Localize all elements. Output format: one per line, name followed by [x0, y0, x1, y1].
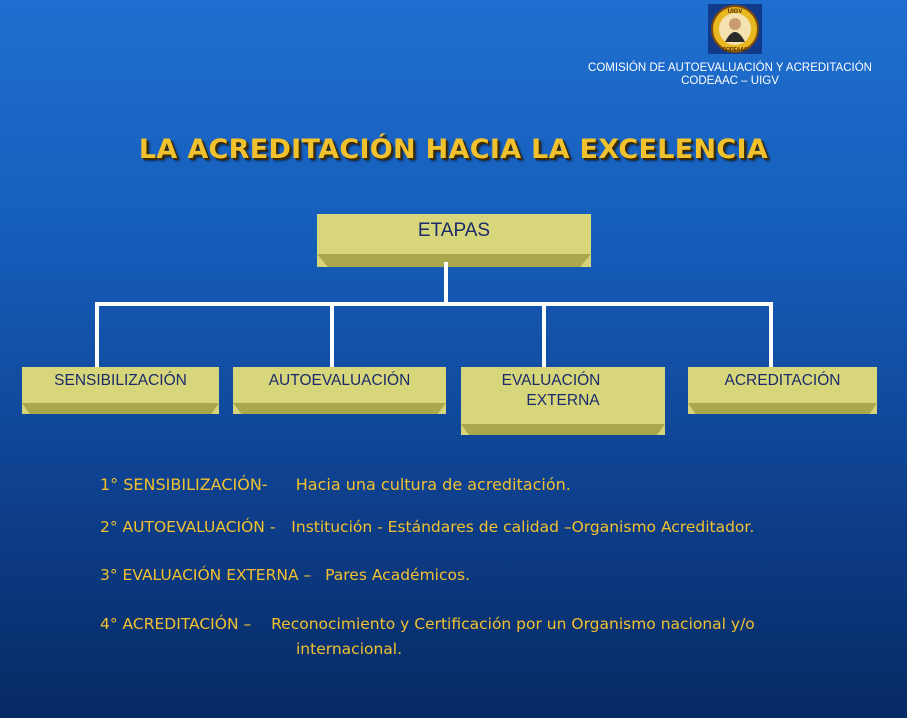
- logo-text-bottom: CODEAAC: [722, 47, 748, 53]
- stage-label: AUTOEVALUACIÓN: [268, 372, 411, 389]
- commission-line2: CODEAAC – UIGV: [681, 75, 779, 87]
- commission-line1: COMISIÓN DE AUTOEVALUACIÓN Y ACREDITACIÓN: [588, 62, 872, 74]
- step-1: [100, 475, 571, 494]
- step-label: 2° AUTOEVALUACIÓN -: [100, 518, 276, 536]
- step-3: [100, 566, 470, 584]
- stage-label: SENSIBILIZACIÓN: [54, 372, 187, 389]
- stage-sensibilizacion: [22, 367, 219, 414]
- stage-acreditacion: [688, 367, 877, 414]
- step-4: [100, 615, 755, 633]
- stage-label: ACREDITACIÓN: [724, 372, 841, 389]
- step-label: 3° EVALUACIÓN EXTERNA –: [100, 566, 312, 584]
- step-text: Institución - Estándares de calidad –Organismo Acreditador.: [291, 518, 755, 536]
- connector-stage-2: [330, 302, 334, 369]
- step-label: 1° SENSIBILIZACIÓN-: [100, 475, 268, 494]
- etapas-label: ETAPAS: [417, 220, 491, 241]
- step-label: 4° ACREDITACIÓN –: [100, 615, 252, 633]
- step-text-line2: internacional.: [296, 640, 403, 658]
- connector-vertical-root: [444, 262, 448, 304]
- step-text: Reconocimiento y Certificación por un Organismo nacional y/o: [271, 615, 755, 633]
- stage-autoevaluacion: [233, 367, 446, 414]
- connector-horizontal: [95, 302, 773, 306]
- page-title: LA ACREDITACIÓN HACIA LA EXCELENCIA: [138, 134, 769, 165]
- connector-stage-3: [542, 302, 546, 369]
- commission-header: [560, 62, 900, 88]
- connector-stage-4: [769, 302, 773, 369]
- step-4-continuation: [296, 640, 402, 658]
- etapas-box: [317, 214, 591, 267]
- step-text: Pares Académicos.: [325, 566, 470, 584]
- uigv-logo: [708, 4, 762, 54]
- stage-label-line1: EVALUACIÓN: [501, 372, 601, 389]
- step-2: [100, 518, 754, 536]
- connector-stage-1: [95, 302, 99, 369]
- stage-evaluacion-externa: [461, 367, 665, 435]
- step-text: Hacia una cultura de acreditación.: [295, 475, 571, 494]
- logo-text-top: UIGV: [727, 9, 743, 15]
- stage-label-line2: EXTERNA: [526, 392, 600, 409]
